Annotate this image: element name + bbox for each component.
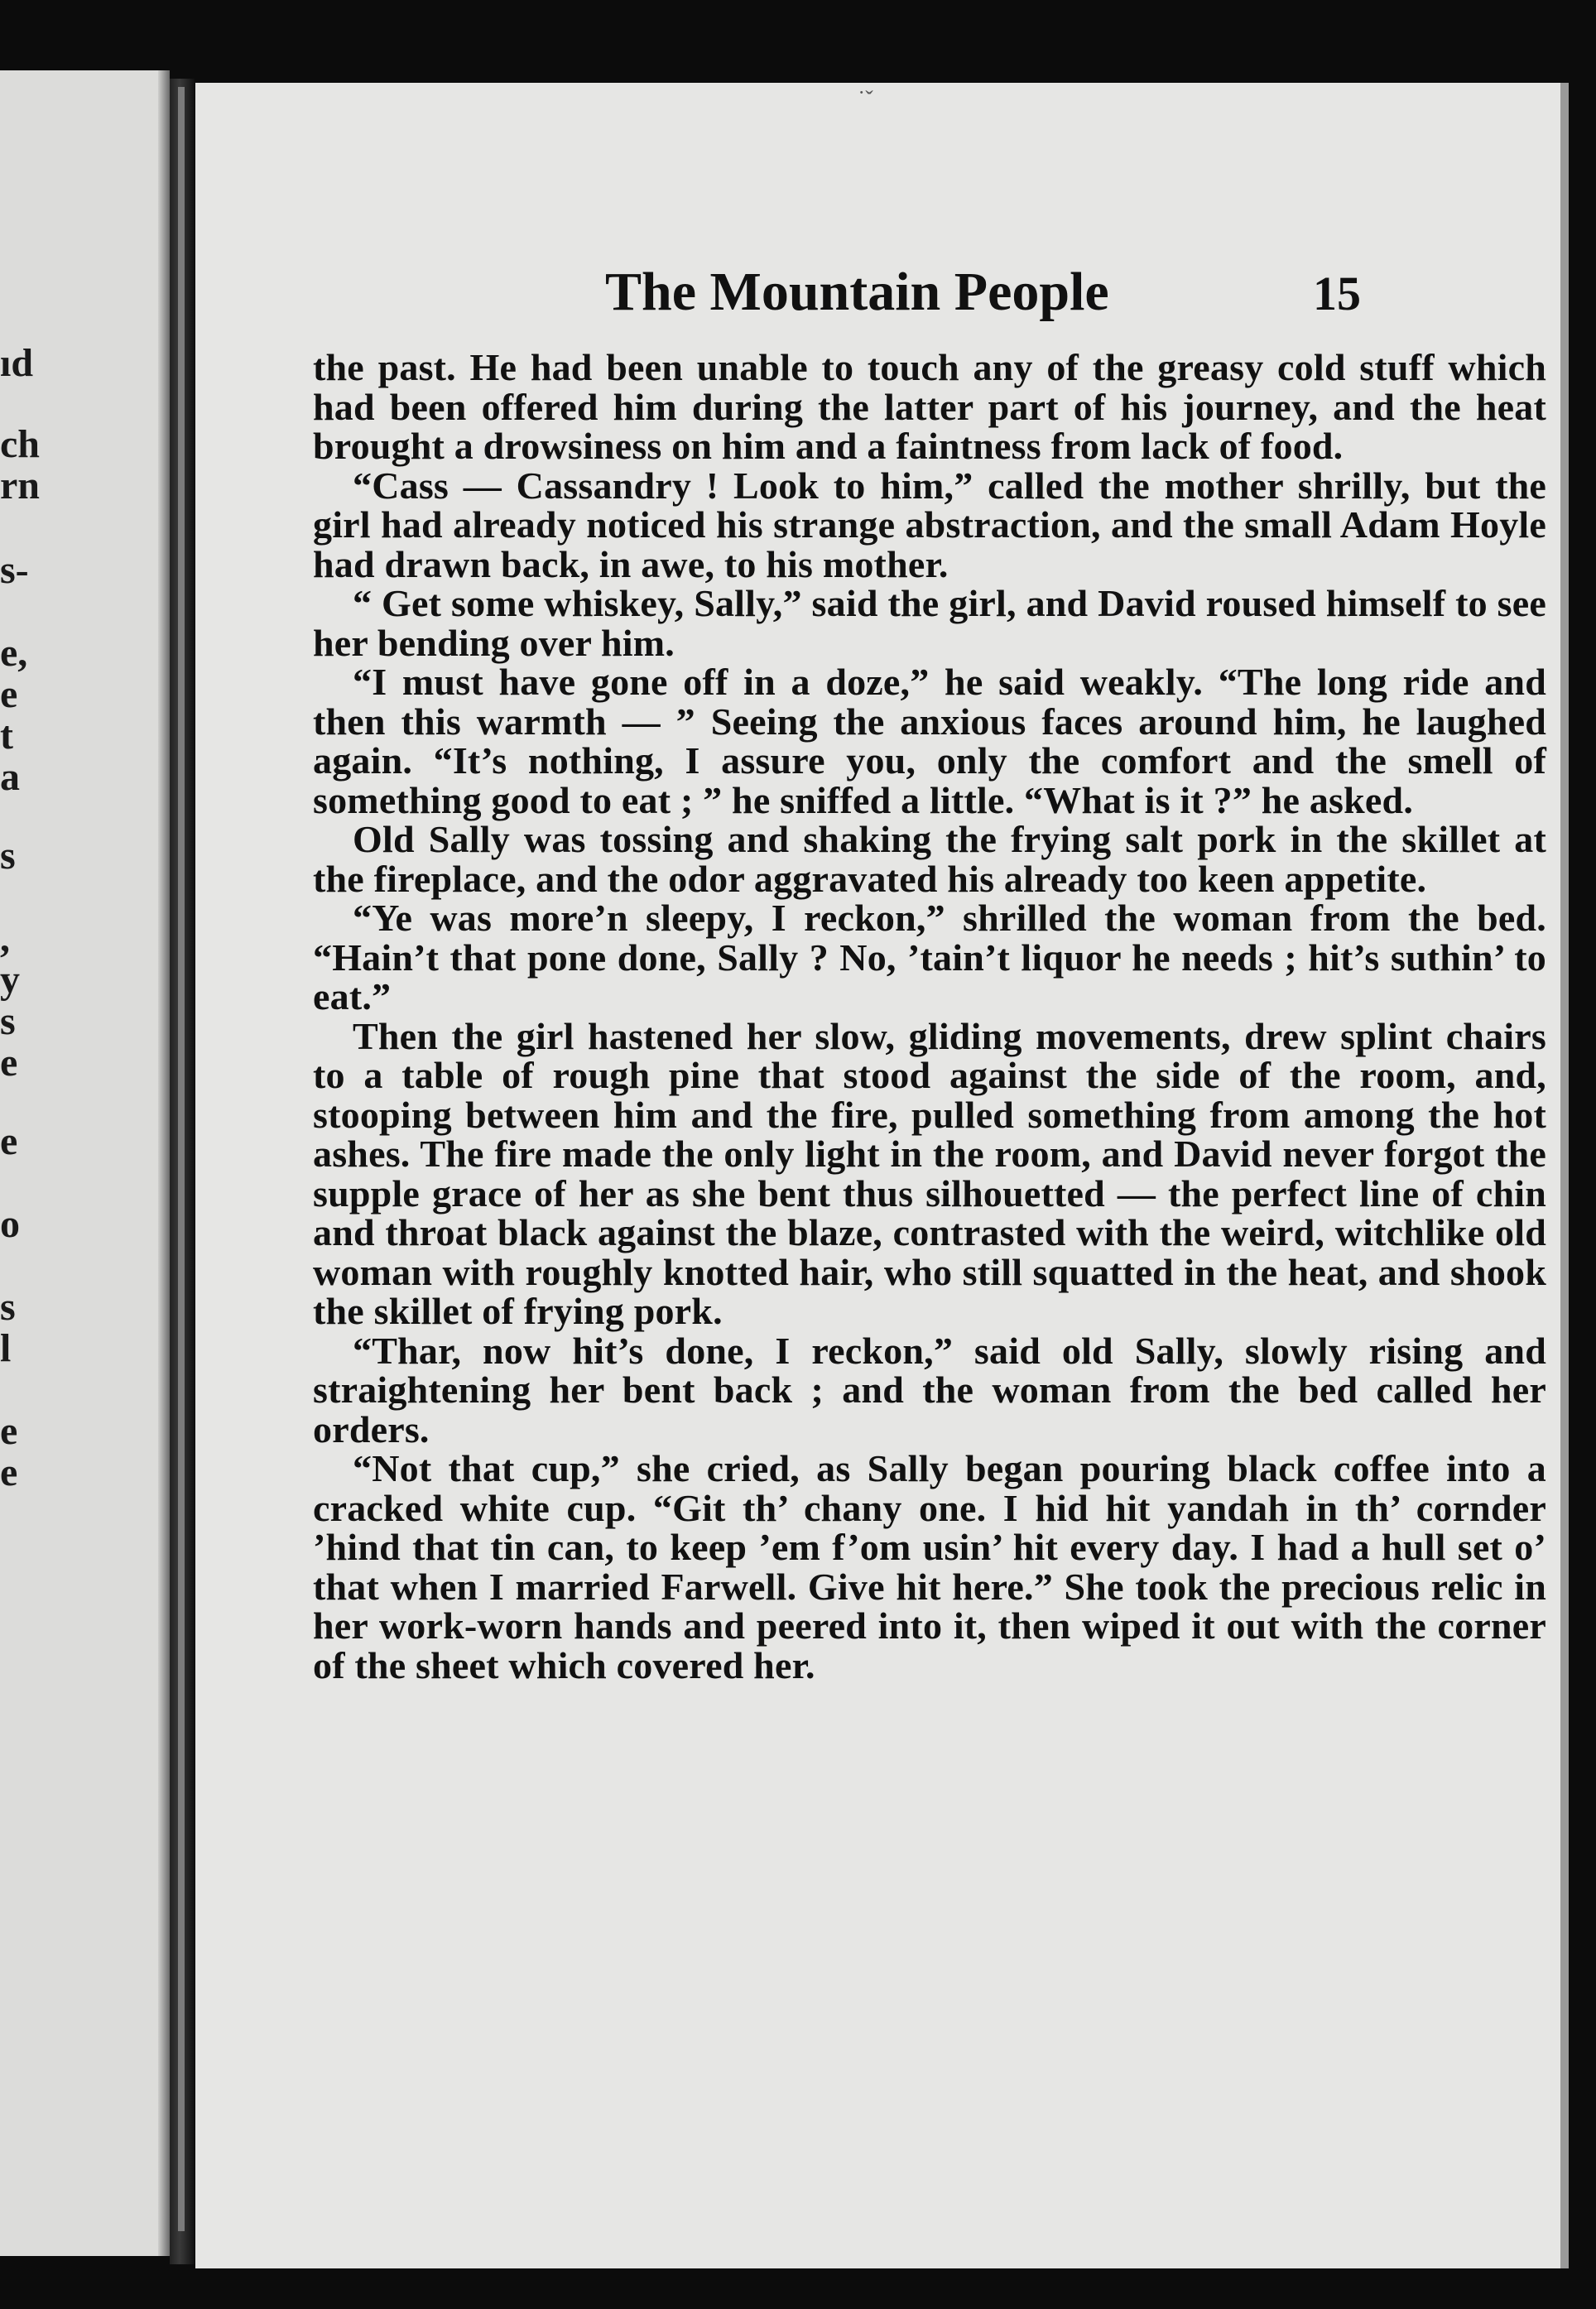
left-fragment: s- <box>0 548 29 592</box>
running-title: The Mountain People <box>605 262 1109 322</box>
paragraph: “I must have gone off in a doze,” he said weakly. “The long ride and then this warmth — ” Seeing the anxious faces around him, he laughed again. “It’s nothing, I assure you, only the comfort and the smell of something good to eat ; ” he sniffed a little. “What is it ?” he asked. <box>313 661 1546 821</box>
paragraph: the past. He had been unable to touch any of the greasy cold stuff which had been offered him during the latter part of his journey, and the heat brought a drowsiness on him and a faintness from lack of food. <box>313 346 1546 467</box>
left-fragment: a <box>0 755 20 799</box>
page-right-edge <box>1560 83 1569 2268</box>
page-number: 15 <box>1313 267 1361 320</box>
left-fragment: l <box>0 1326 12 1370</box>
left-page-edge <box>0 70 170 2256</box>
left-fragment: e <box>0 1119 18 1163</box>
paragraph: “Thar, now hit’s done, I reckon,” said old Sally, slowly rising and straightening her bent back ; and the woman from the bed called her orders. <box>313 1329 1546 1450</box>
left-fragment: rn <box>0 464 40 507</box>
left-page-shadow <box>158 70 170 2256</box>
paragraph: Then the girl hastened her slow, gliding movements, drew splint chairs to a table of rough pine that stood against the side of the room, and, stooping between him and the fire, pulled something from among the hot ashes. The fire made the only light in the room, and David never forgot the supple grace of her as she bent thus silhouetted — the perfect line of chin and throat black against the blaze, contrasted with the weird, witchlike old woman with roughly knotted hair, who still squatted in the heat, and shook the skillet of frying pork. <box>313 1014 1546 1332</box>
left-fragment: s <box>0 834 16 878</box>
page-body <box>313 348 1546 1685</box>
book-page <box>195 83 1561 2268</box>
left-fragment: e <box>0 1450 18 1494</box>
book-gutter <box>170 79 195 2264</box>
paragraph: Old Sally was tossing and shaking the frying salt pork in the skillet at the fireplace, and the odor aggravated his already too keen appetite. <box>313 818 1546 900</box>
paragraph: “Not that cup,” she cried, as Sally began pouring black coffee into a cracked white cup. “Git th’ chany one. I hid hit yandah in th’ cornder ’hind that tin can, to keep ’em f’om usin’ hit every day. I had a hull set o’ that when I married Farwell. Give hit here.” She took the precious relic in her work-worn hands and peered into it, then wiped it out with the corner of the sheet which covered her. <box>313 1447 1546 1686</box>
left-fragment: , <box>0 916 10 960</box>
scan-speck: ˙ˇ <box>858 87 873 113</box>
left-fragment: o <box>0 1202 20 1246</box>
gutter-stripe <box>178 87 185 2231</box>
left-fragment: e, <box>0 631 28 675</box>
paragraph: “Cass — Cassandry ! Look to him,” called the mother shrilly, but the girl had already noticed his strange abstraction, and the small Adam Hoyle had drawn back, in awe, to his mother. <box>313 464 1546 585</box>
paragraph: “ Get some whiskey, Sally,” said the girl, and David roused himself to see her bending over him. <box>313 582 1546 664</box>
left-fragment: e <box>0 1409 18 1453</box>
left-fragment: t <box>0 714 13 758</box>
left-fragment: ıd <box>0 341 34 385</box>
left-fragment: e <box>0 672 18 716</box>
paragraph: “Ye was more’n sleepy, I reckon,” shrilled the woman from the bed. “Hain’t that pone done, Sally ? No, ’tain’t liquor he needs ; hit’s suthin’ to eat.” <box>313 897 1546 1017</box>
left-fragment: e <box>0 1041 18 1085</box>
left-fragment: s <box>0 999 16 1043</box>
running-head <box>195 261 1561 327</box>
left-fragment: y <box>0 958 20 1002</box>
left-fragment: s <box>0 1285 16 1329</box>
left-fragment: ch <box>0 422 40 466</box>
